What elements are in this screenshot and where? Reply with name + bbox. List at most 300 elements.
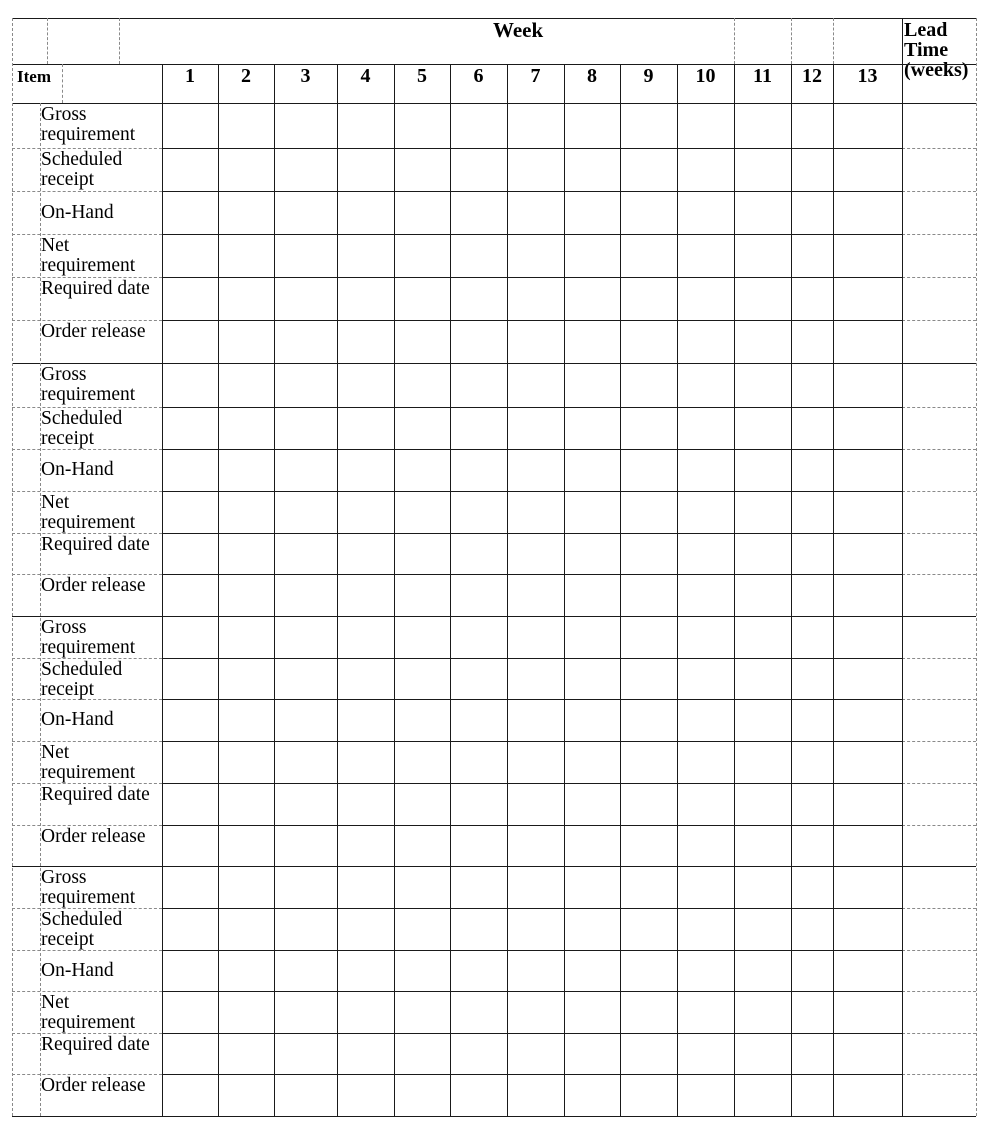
table-cell[interactable] <box>565 149 620 191</box>
table-cell[interactable] <box>163 909 218 950</box>
lead-time-cell[interactable] <box>903 104 976 148</box>
table-cell[interactable] <box>451 575 507 616</box>
table-cell[interactable] <box>834 659 902 699</box>
table-cell[interactable] <box>735 826 791 866</box>
table-cell[interactable] <box>834 700 902 741</box>
table-cell[interactable] <box>834 534 902 574</box>
table-cell[interactable] <box>163 826 218 866</box>
table-cell[interactable] <box>621 364 677 407</box>
table-cell[interactable] <box>621 575 677 616</box>
table-cell[interactable] <box>735 700 791 741</box>
table-cell[interactable] <box>792 235 833 277</box>
table-cell[interactable] <box>275 534 337 574</box>
table-cell[interactable] <box>565 575 620 616</box>
table-cell[interactable] <box>678 492 734 533</box>
lead-time-cell[interactable] <box>903 951 976 991</box>
table-cell[interactable] <box>792 909 833 950</box>
table-cell[interactable] <box>275 408 337 449</box>
table-cell[interactable] <box>565 659 620 699</box>
lead-time-cell[interactable] <box>903 700 976 741</box>
table-cell[interactable] <box>565 235 620 277</box>
lead-time-cell[interactable] <box>903 992 976 1033</box>
table-cell[interactable] <box>678 742 734 783</box>
lead-time-cell[interactable] <box>903 575 976 616</box>
table-cell[interactable] <box>338 450 394 491</box>
table-cell[interactable] <box>219 235 274 277</box>
table-cell[interactable] <box>219 104 274 148</box>
table-cell[interactable] <box>163 492 218 533</box>
table-cell[interactable] <box>508 278 564 320</box>
table-cell[interactable] <box>451 364 507 407</box>
table-cell[interactable] <box>678 659 734 699</box>
table-cell[interactable] <box>508 235 564 277</box>
table-cell[interactable] <box>735 408 791 449</box>
table-cell[interactable] <box>338 1075 394 1116</box>
table-cell[interactable] <box>565 534 620 574</box>
table-cell[interactable] <box>565 867 620 908</box>
table-cell[interactable] <box>451 1075 507 1116</box>
table-cell[interactable] <box>275 278 337 320</box>
table-cell[interactable] <box>395 700 450 741</box>
table-cell[interactable] <box>508 742 564 783</box>
table-cell[interactable] <box>735 951 791 991</box>
table-cell[interactable] <box>735 192 791 234</box>
table-cell[interactable] <box>338 534 394 574</box>
table-cell[interactable] <box>834 408 902 449</box>
table-cell[interactable] <box>275 909 337 950</box>
table-cell[interactable] <box>163 321 218 363</box>
table-cell[interactable] <box>508 659 564 699</box>
table-cell[interactable] <box>735 784 791 825</box>
table-cell[interactable] <box>163 742 218 783</box>
table-cell[interactable] <box>219 951 274 991</box>
table-cell[interactable] <box>565 1075 620 1116</box>
table-cell[interactable] <box>621 1075 677 1116</box>
table-cell[interactable] <box>678 321 734 363</box>
table-cell[interactable] <box>834 450 902 491</box>
table-cell[interactable] <box>792 784 833 825</box>
table-cell[interactable] <box>275 364 337 407</box>
table-cell[interactable] <box>395 364 450 407</box>
table-cell[interactable] <box>338 575 394 616</box>
table-cell[interactable] <box>565 492 620 533</box>
table-cell[interactable] <box>834 149 902 191</box>
table-cell[interactable] <box>735 321 791 363</box>
table-cell[interactable] <box>508 909 564 950</box>
lead-time-cell[interactable] <box>903 742 976 783</box>
table-cell[interactable] <box>451 700 507 741</box>
table-cell[interactable] <box>792 742 833 783</box>
table-cell[interactable] <box>163 700 218 741</box>
lead-time-cell[interactable] <box>903 278 976 320</box>
table-cell[interactable] <box>621 784 677 825</box>
table-cell[interactable] <box>834 575 902 616</box>
table-cell[interactable] <box>735 278 791 320</box>
table-cell[interactable] <box>565 700 620 741</box>
table-cell[interactable] <box>508 192 564 234</box>
table-cell[interactable] <box>219 1075 274 1116</box>
table-cell[interactable] <box>792 408 833 449</box>
table-cell[interactable] <box>565 278 620 320</box>
table-cell[interactable] <box>834 826 902 866</box>
table-cell[interactable] <box>678 700 734 741</box>
table-cell[interactable] <box>395 104 450 148</box>
table-cell[interactable] <box>219 784 274 825</box>
table-cell[interactable] <box>508 951 564 991</box>
table-cell[interactable] <box>451 826 507 866</box>
table-cell[interactable] <box>338 408 394 449</box>
table-cell[interactable] <box>395 617 450 658</box>
table-cell[interactable] <box>508 1075 564 1116</box>
table-cell[interactable] <box>163 951 218 991</box>
table-cell[interactable] <box>395 867 450 908</box>
table-cell[interactable] <box>834 742 902 783</box>
table-cell[interactable] <box>735 992 791 1033</box>
lead-time-cell[interactable] <box>903 321 976 363</box>
table-cell[interactable] <box>565 826 620 866</box>
table-cell[interactable] <box>735 104 791 148</box>
table-cell[interactable] <box>163 617 218 658</box>
table-cell[interactable] <box>678 784 734 825</box>
table-cell[interactable] <box>451 492 507 533</box>
table-cell[interactable] <box>163 1034 218 1074</box>
table-cell[interactable] <box>275 784 337 825</box>
table-cell[interactable] <box>219 321 274 363</box>
table-cell[interactable] <box>792 1075 833 1116</box>
table-cell[interactable] <box>338 617 394 658</box>
table-cell[interactable] <box>163 1075 218 1116</box>
table-cell[interactable] <box>338 992 394 1033</box>
table-cell[interactable] <box>621 278 677 320</box>
table-cell[interactable] <box>338 909 394 950</box>
table-cell[interactable] <box>338 149 394 191</box>
lead-time-cell[interactable] <box>903 784 976 825</box>
table-cell[interactable] <box>275 104 337 148</box>
lead-time-cell[interactable] <box>903 534 976 574</box>
table-cell[interactable] <box>678 149 734 191</box>
table-cell[interactable] <box>508 1034 564 1074</box>
table-cell[interactable] <box>565 364 620 407</box>
table-cell[interactable] <box>219 450 274 491</box>
table-cell[interactable] <box>621 909 677 950</box>
table-cell[interactable] <box>565 742 620 783</box>
table-cell[interactable] <box>792 149 833 191</box>
table-cell[interactable] <box>219 867 274 908</box>
table-cell[interactable] <box>451 104 507 148</box>
table-cell[interactable] <box>621 617 677 658</box>
table-cell[interactable] <box>565 909 620 950</box>
table-cell[interactable] <box>834 364 902 407</box>
table-cell[interactable] <box>678 534 734 574</box>
table-cell[interactable] <box>275 235 337 277</box>
table-cell[interactable] <box>275 617 337 658</box>
table-cell[interactable] <box>565 321 620 363</box>
lead-time-cell[interactable] <box>903 192 976 234</box>
table-cell[interactable] <box>219 192 274 234</box>
table-cell[interactable] <box>338 700 394 741</box>
table-cell[interactable] <box>678 951 734 991</box>
table-cell[interactable] <box>275 450 337 491</box>
lead-time-cell[interactable] <box>903 408 976 449</box>
table-cell[interactable] <box>621 1034 677 1074</box>
table-cell[interactable] <box>451 784 507 825</box>
table-cell[interactable] <box>792 192 833 234</box>
table-cell[interactable] <box>163 992 218 1033</box>
table-cell[interactable] <box>565 192 620 234</box>
table-cell[interactable] <box>451 408 507 449</box>
table-cell[interactable] <box>792 951 833 991</box>
lead-time-cell[interactable] <box>903 450 976 491</box>
table-cell[interactable] <box>735 617 791 658</box>
table-cell[interactable] <box>565 951 620 991</box>
lead-time-cell[interactable] <box>903 1034 976 1074</box>
table-cell[interactable] <box>621 408 677 449</box>
table-cell[interactable] <box>621 992 677 1033</box>
table-cell[interactable] <box>219 364 274 407</box>
table-cell[interactable] <box>275 149 337 191</box>
table-cell[interactable] <box>451 278 507 320</box>
table-cell[interactable] <box>508 700 564 741</box>
table-cell[interactable] <box>163 104 218 148</box>
table-cell[interactable] <box>508 450 564 491</box>
table-cell[interactable] <box>219 492 274 533</box>
lead-time-cell[interactable] <box>903 659 976 699</box>
table-cell[interactable] <box>395 784 450 825</box>
table-cell[interactable] <box>163 408 218 449</box>
table-cell[interactable] <box>395 278 450 320</box>
table-cell[interactable] <box>395 1034 450 1074</box>
table-cell[interactable] <box>219 826 274 866</box>
table-cell[interactable] <box>735 534 791 574</box>
table-cell[interactable] <box>275 1075 337 1116</box>
table-cell[interactable] <box>792 104 833 148</box>
table-cell[interactable] <box>834 784 902 825</box>
table-cell[interactable] <box>834 1034 902 1074</box>
table-cell[interactable] <box>395 492 450 533</box>
table-cell[interactable] <box>678 1075 734 1116</box>
table-cell[interactable] <box>451 534 507 574</box>
table-cell[interactable] <box>792 492 833 533</box>
table-cell[interactable] <box>508 149 564 191</box>
table-cell[interactable] <box>508 321 564 363</box>
table-cell[interactable] <box>621 104 677 148</box>
table-cell[interactable] <box>395 450 450 491</box>
table-cell[interactable] <box>834 321 902 363</box>
table-cell[interactable] <box>163 235 218 277</box>
table-cell[interactable] <box>834 278 902 320</box>
lead-time-cell[interactable] <box>903 867 976 908</box>
table-cell[interactable] <box>451 909 507 950</box>
table-cell[interactable] <box>621 450 677 491</box>
lead-time-cell[interactable] <box>903 364 976 407</box>
table-cell[interactable] <box>395 659 450 699</box>
table-cell[interactable] <box>451 192 507 234</box>
table-cell[interactable] <box>451 149 507 191</box>
table-cell[interactable] <box>338 104 394 148</box>
table-cell[interactable] <box>834 951 902 991</box>
table-cell[interactable] <box>275 321 337 363</box>
table-cell[interactable] <box>163 278 218 320</box>
table-cell[interactable] <box>565 617 620 658</box>
table-cell[interactable] <box>395 951 450 991</box>
table-cell[interactable] <box>735 492 791 533</box>
table-cell[interactable] <box>735 659 791 699</box>
table-cell[interactable] <box>395 742 450 783</box>
table-cell[interactable] <box>395 321 450 363</box>
table-cell[interactable] <box>338 192 394 234</box>
table-cell[interactable] <box>792 321 833 363</box>
table-cell[interactable] <box>275 951 337 991</box>
table-cell[interactable] <box>792 700 833 741</box>
table-cell[interactable] <box>395 149 450 191</box>
table-cell[interactable] <box>565 450 620 491</box>
table-cell[interactable] <box>219 700 274 741</box>
table-cell[interactable] <box>163 192 218 234</box>
table-cell[interactable] <box>163 867 218 908</box>
table-cell[interactable] <box>621 149 677 191</box>
table-cell[interactable] <box>508 575 564 616</box>
table-cell[interactable] <box>219 1034 274 1074</box>
table-cell[interactable] <box>792 364 833 407</box>
table-cell[interactable] <box>338 951 394 991</box>
table-cell[interactable] <box>451 1034 507 1074</box>
table-cell[interactable] <box>219 659 274 699</box>
table-cell[interactable] <box>834 909 902 950</box>
table-cell[interactable] <box>395 575 450 616</box>
table-cell[interactable] <box>678 617 734 658</box>
table-cell[interactable] <box>338 659 394 699</box>
table-cell[interactable] <box>508 534 564 574</box>
table-cell[interactable] <box>792 575 833 616</box>
table-cell[interactable] <box>395 992 450 1033</box>
table-cell[interactable] <box>219 534 274 574</box>
table-cell[interactable] <box>792 450 833 491</box>
table-cell[interactable] <box>834 235 902 277</box>
table-cell[interactable] <box>275 1034 337 1074</box>
table-cell[interactable] <box>735 1034 791 1074</box>
table-cell[interactable] <box>834 992 902 1033</box>
table-cell[interactable] <box>834 192 902 234</box>
table-cell[interactable] <box>275 659 337 699</box>
table-cell[interactable] <box>735 235 791 277</box>
table-cell[interactable] <box>792 617 833 658</box>
table-cell[interactable] <box>678 909 734 950</box>
table-cell[interactable] <box>508 364 564 407</box>
table-cell[interactable] <box>508 992 564 1033</box>
table-cell[interactable] <box>735 742 791 783</box>
table-cell[interactable] <box>395 826 450 866</box>
lead-time-cell[interactable] <box>903 1075 976 1116</box>
table-cell[interactable] <box>792 1034 833 1074</box>
table-cell[interactable] <box>338 492 394 533</box>
table-cell[interactable] <box>621 951 677 991</box>
table-cell[interactable] <box>395 909 450 950</box>
table-cell[interactable] <box>678 104 734 148</box>
lead-time-cell[interactable] <box>903 149 976 191</box>
table-cell[interactable] <box>621 235 677 277</box>
table-cell[interactable] <box>163 534 218 574</box>
table-cell[interactable] <box>451 951 507 991</box>
table-cell[interactable] <box>163 659 218 699</box>
table-cell[interactable] <box>735 364 791 407</box>
table-cell[interactable] <box>395 534 450 574</box>
table-cell[interactable] <box>338 784 394 825</box>
table-cell[interactable] <box>338 321 394 363</box>
table-cell[interactable] <box>678 1034 734 1074</box>
table-cell[interactable] <box>395 1075 450 1116</box>
table-cell[interactable] <box>508 826 564 866</box>
table-cell[interactable] <box>219 575 274 616</box>
table-cell[interactable] <box>792 992 833 1033</box>
table-cell[interactable] <box>678 192 734 234</box>
table-cell[interactable] <box>451 321 507 363</box>
table-cell[interactable] <box>275 742 337 783</box>
table-cell[interactable] <box>678 867 734 908</box>
table-cell[interactable] <box>792 826 833 866</box>
table-cell[interactable] <box>678 450 734 491</box>
table-cell[interactable] <box>275 992 337 1033</box>
table-cell[interactable] <box>735 450 791 491</box>
table-cell[interactable] <box>338 364 394 407</box>
table-cell[interactable] <box>219 149 274 191</box>
table-cell[interactable] <box>395 408 450 449</box>
table-cell[interactable] <box>834 492 902 533</box>
table-cell[interactable] <box>678 408 734 449</box>
table-cell[interactable] <box>678 992 734 1033</box>
table-cell[interactable] <box>621 867 677 908</box>
table-cell[interactable] <box>219 742 274 783</box>
table-cell[interactable] <box>621 742 677 783</box>
table-cell[interactable] <box>275 867 337 908</box>
table-cell[interactable] <box>338 278 394 320</box>
table-cell[interactable] <box>792 534 833 574</box>
table-cell[interactable] <box>792 278 833 320</box>
table-cell[interactable] <box>678 826 734 866</box>
lead-time-cell[interactable] <box>903 492 976 533</box>
table-cell[interactable] <box>621 826 677 866</box>
table-cell[interactable] <box>621 659 677 699</box>
table-cell[interactable] <box>451 867 507 908</box>
table-cell[interactable] <box>792 659 833 699</box>
table-cell[interactable] <box>565 1034 620 1074</box>
table-cell[interactable] <box>565 992 620 1033</box>
table-cell[interactable] <box>565 408 620 449</box>
lead-time-cell[interactable] <box>903 617 976 658</box>
table-cell[interactable] <box>275 826 337 866</box>
table-cell[interactable] <box>451 659 507 699</box>
table-cell[interactable] <box>163 575 218 616</box>
table-cell[interactable] <box>834 867 902 908</box>
table-cell[interactable] <box>735 909 791 950</box>
table-cell[interactable] <box>219 408 274 449</box>
table-cell[interactable] <box>621 534 677 574</box>
table-cell[interactable] <box>508 408 564 449</box>
table-cell[interactable] <box>219 909 274 950</box>
lead-time-cell[interactable] <box>903 235 976 277</box>
table-cell[interactable] <box>678 575 734 616</box>
table-cell[interactable] <box>621 192 677 234</box>
table-cell[interactable] <box>338 742 394 783</box>
table-cell[interactable] <box>621 492 677 533</box>
lead-time-cell[interactable] <box>903 909 976 950</box>
table-cell[interactable] <box>735 149 791 191</box>
table-cell[interactable] <box>451 235 507 277</box>
table-cell[interactable] <box>678 364 734 407</box>
table-cell[interactable] <box>621 700 677 741</box>
table-cell[interactable] <box>834 617 902 658</box>
table-cell[interactable] <box>621 321 677 363</box>
lead-time-cell[interactable] <box>903 826 976 866</box>
